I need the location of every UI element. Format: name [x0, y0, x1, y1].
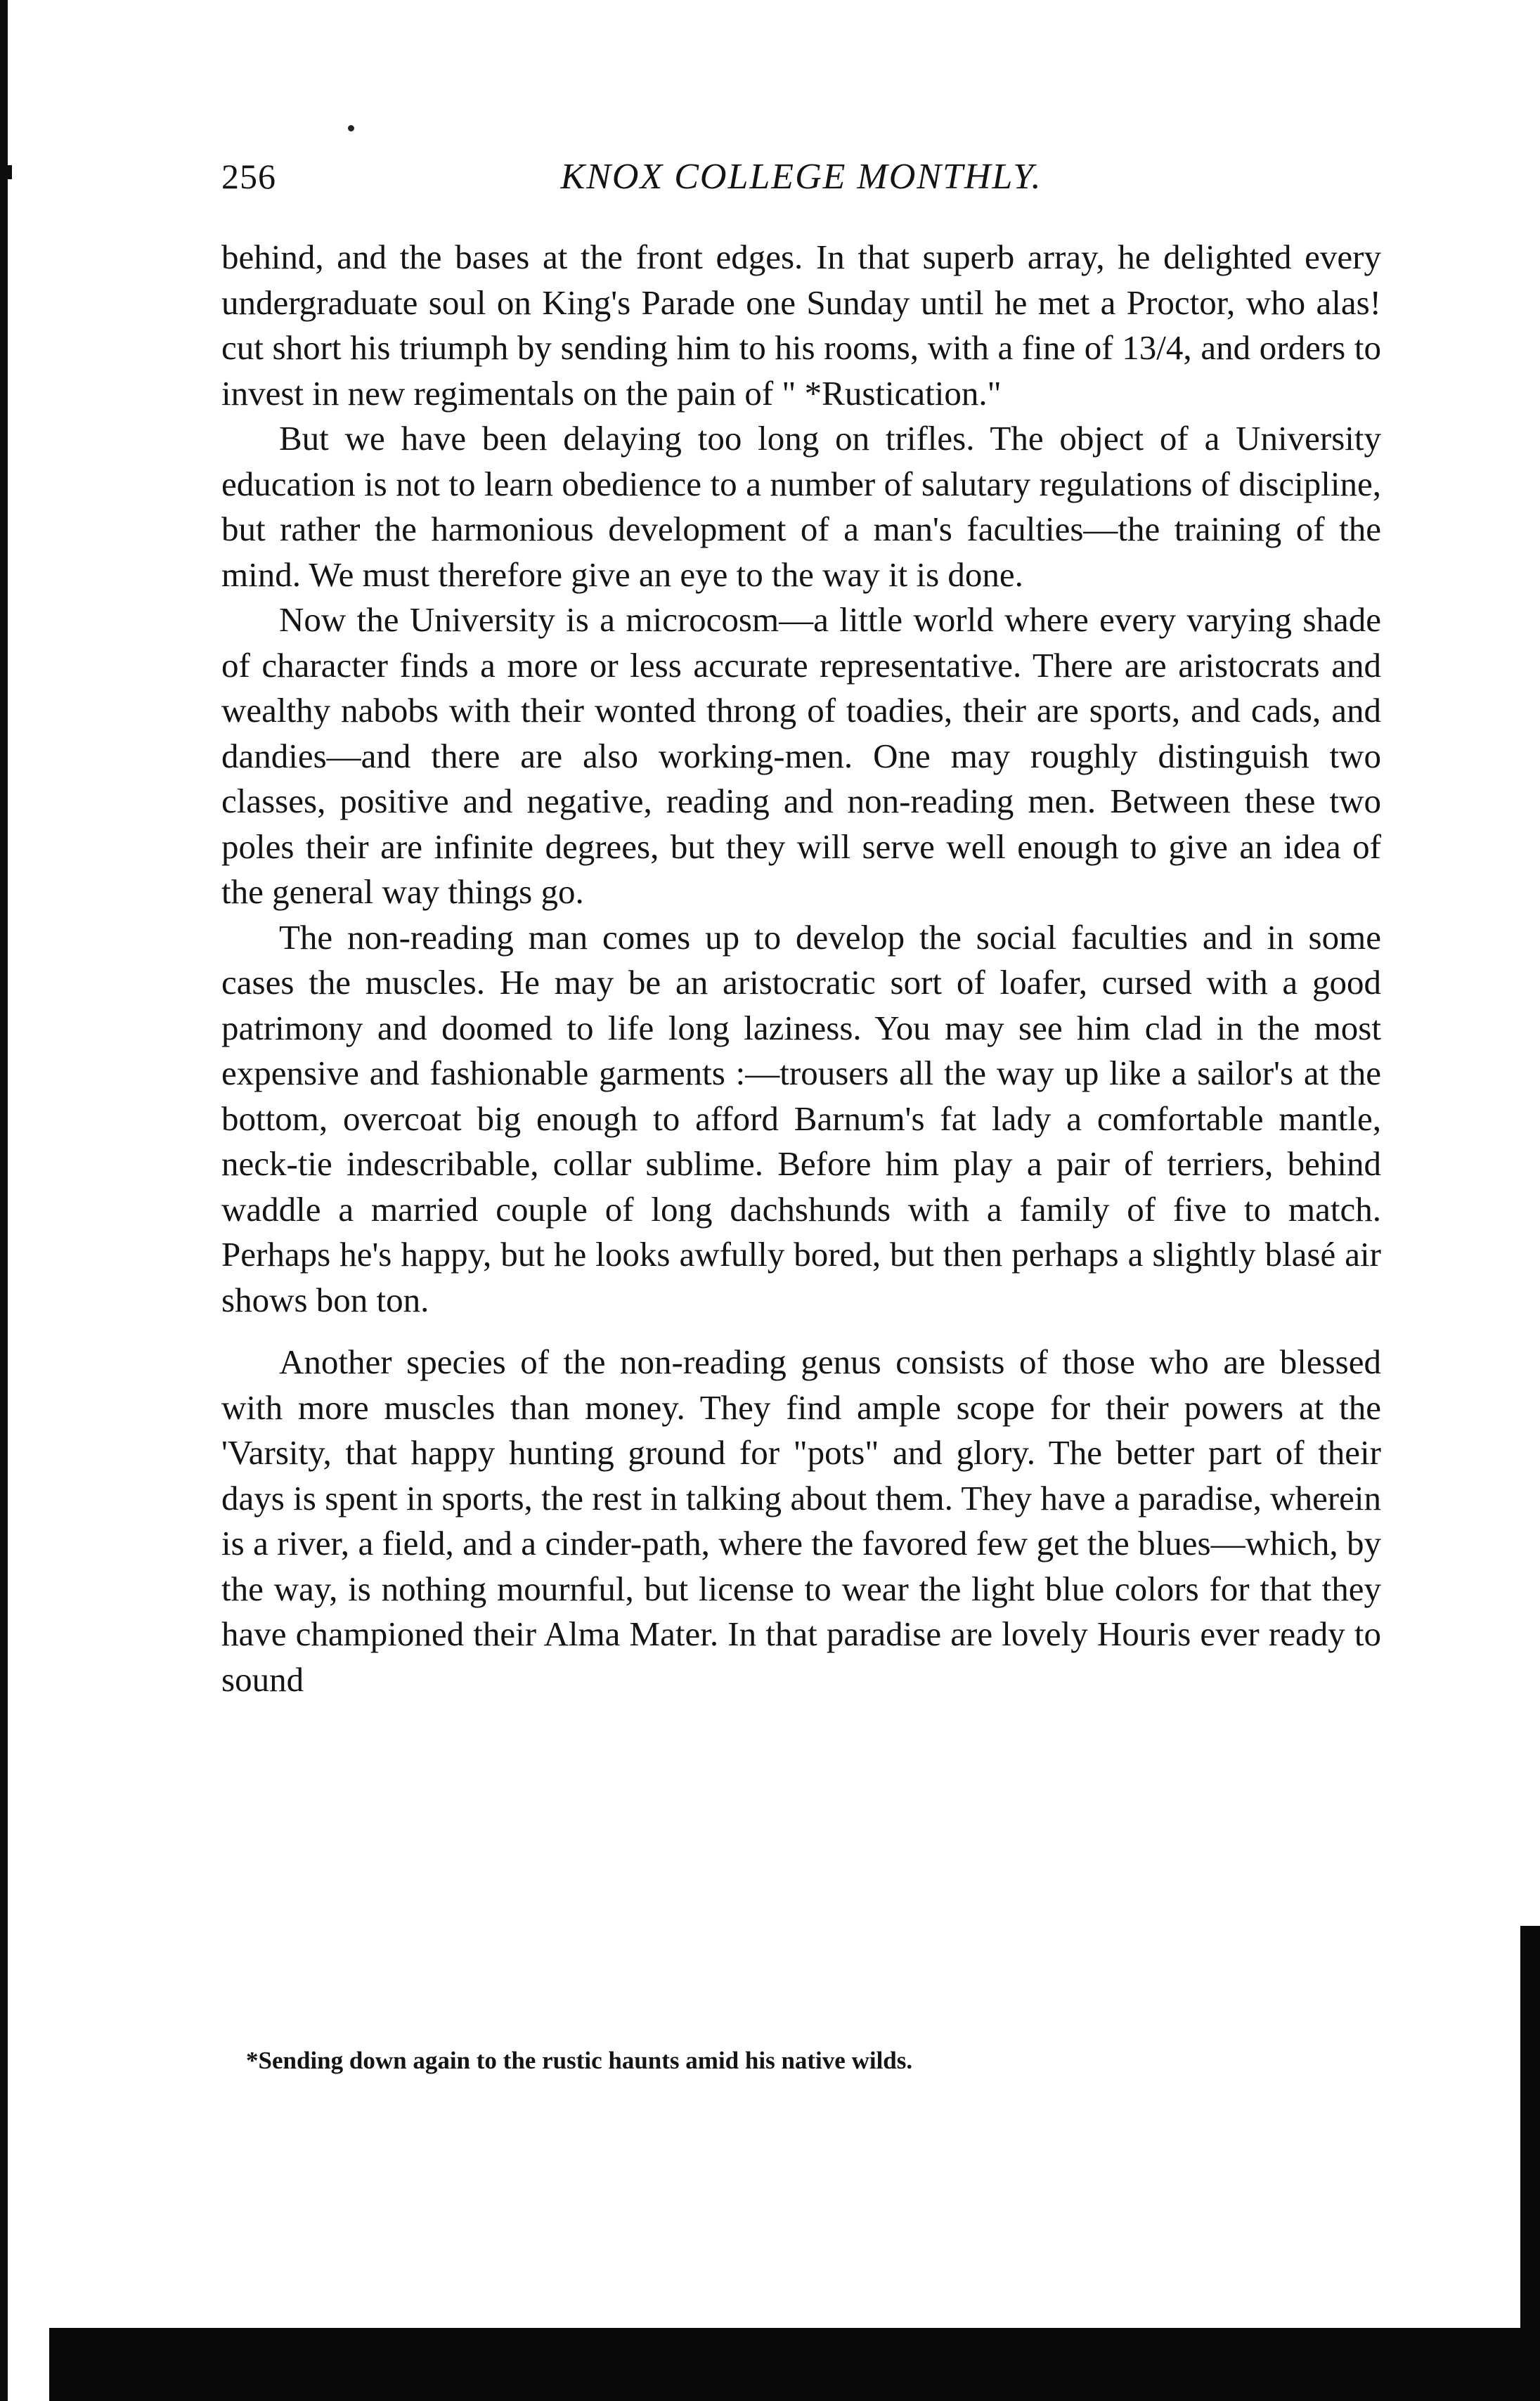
page-header — [221, 156, 1381, 207]
page-number: 256 — [221, 157, 276, 196]
paragraph-5: Another species of the non-reading genus consists of those who are blessed with more muscles than money. They find ample scope for their powers at the 'Varsity, that happy hunting ground for "pots" and glory. The better part of their days is spent in sports, the rest in talking about them. They have a paradise, wherein is a river, a field, and a cinder-path, where the favored few get the blues—which, by the way, is nothing mournful, but license to wear the light blue colors for that they have championed their Alma Mater. In that paradise are lovely Houris ever ready to sound — [221, 1342, 1381, 1699]
paragraph-3: Now the University is a microcosm—a little world where every varying shade of character finds a more or less accurate representative. There are aristocrats and wealthy nabobs with their wonted throng of toadies, their are sports, and cads, and dandies—and there are also working-men. One may roughly distinguish two classes, positive and negative, reading and non-reading men. Between these two poles their are infinite degrees, but they will serve well enough to give an idea of the general way things go. — [221, 600, 1381, 911]
scan-edge-left — [0, 0, 8, 2401]
paragraph-1: behind, and the bases at the front edges. In that superb array, he delighted every undergraduate soul on King's Parade one Sunday until he met a Proctor, who alas! cut short his triumph by sending him to his rooms, with a fine of 13/4, and orders to invest in new regimentals on the pain of " *Rustication." — [221, 238, 1381, 413]
scan-edge-notch — [0, 165, 12, 179]
scan-speck — [348, 125, 354, 131]
paragraph-4: The non-reading man comes up to develop the social faculties and in some cases the muscles. He may be an aristocratic sort of loafer, cursed with a good patrimony and doomed to life long laziness. You may see him clad in the most expensive and fashionable garments :—trousers all the way up like a sailor's at the bottom, overcoat big enough to afford Barnum's fat lady a comfortable mantle, neck-tie indescribable, collar sublime. Before him play a pair of terriers, behind waddle a married couple of long dachshunds with a family of five to match. Perhaps he's happy, but he looks awfully bored, but then perhaps a slightly blasé air shows bon ton. — [221, 917, 1381, 1319]
body-text — [221, 235, 1381, 1702]
footnote: *Sending down again to the rustic haunts amid his native wilds. — [246, 2047, 913, 2074]
scan-edge-right — [1520, 1926, 1540, 2401]
running-title: KNOX COLLEGE MONTHLY. — [560, 157, 1042, 197]
paragraph-2: But we have been delaying too long on trifles. The object of a University education is not to learn obedience to a number of salutary regulations of discipline, but rather the harmonious development of a man's faculties—the training of the mind. We must therefore give an eye to the way it is done. — [221, 419, 1381, 594]
scan-edge-bottom — [49, 2328, 1540, 2401]
